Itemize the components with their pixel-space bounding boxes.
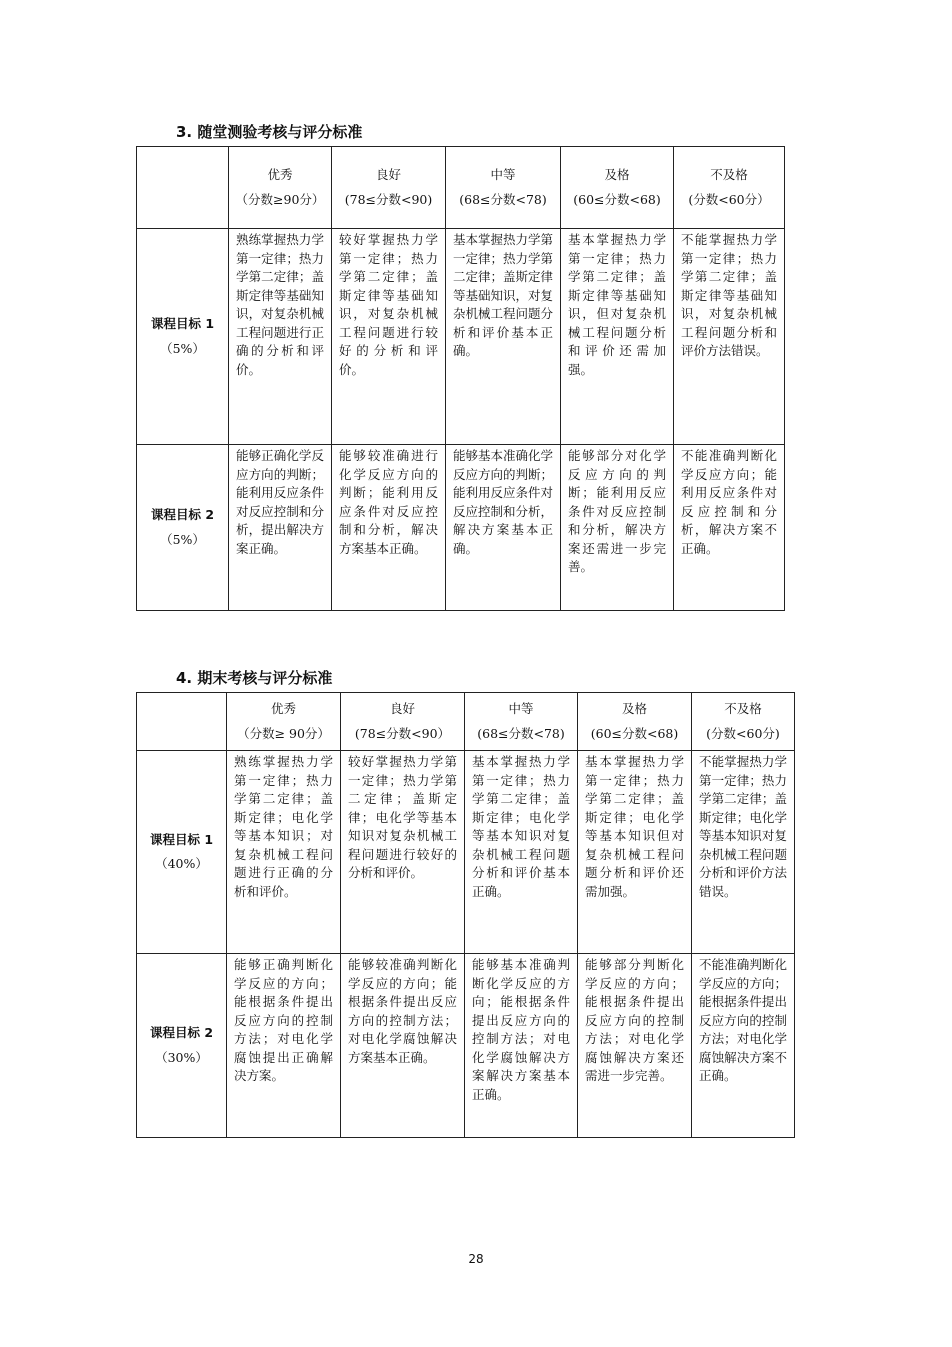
header-excellent: 优秀 （分数≥ 90分）: [227, 693, 341, 751]
header-medium: 中等 (68≤分数<78): [465, 693, 578, 751]
cell-fail: 不能掌握热力学第一定律；热力学第二定律；盖斯定律等基础知识，对复杂机械工程问题分析和评价方法错误。: [674, 229, 785, 445]
cell-excellent: 熟练掌握热力学第一定律；热力学第二定律；盖斯定律；电化学等基本知识；对复杂机械工程问题进行正确的分析和评价。: [227, 751, 341, 954]
row-header: 课程目标 1 （40%）: [137, 751, 227, 954]
row-header: 课程目标 2 （5%）: [137, 445, 229, 611]
table-row: [137, 445, 785, 611]
table-row: [137, 954, 795, 1138]
row-header: 课程目标 2 （30%）: [137, 954, 227, 1138]
cell-good: 较好掌握热力学第一定律；热力学第二定律；盖斯定律等基础知识，对复杂机械工程问题进行较好的分析和评价。: [332, 229, 446, 445]
cell-fail: 不能准确判断化学反应方向；能利用反应条件对反应控制和分析，解决方案不正确。: [674, 445, 785, 611]
section-4-title: 4. 期末考核与评分标准: [176, 669, 333, 687]
header-good: 良好 (78≤分数<90): [332, 147, 446, 229]
final-grading-table: [136, 692, 795, 1138]
cell-good: 能够较准确判断化学反应的方向；能根据条件提出反应方向的控制方法；对电化学腐蚀解决方案基本正确。: [341, 954, 465, 1138]
table-row: [137, 751, 795, 954]
cell-pass: 基本掌握热力学第一定律；热力学第二定律；盖斯定律；电化学等基本知识但对复杂机械工程问题分析和评价还需加强。: [578, 751, 692, 954]
cell-medium: 基本掌握热力学第一定律；热力学第二定律；盖斯定律等基础知识，对复杂机械工程问题分析和评价基本正确。: [446, 229, 561, 445]
header-fail: 不及格 (分数<60分): [692, 693, 795, 751]
cell-good: 能够较准确进行化学反应方向的判断；能利用反应条件对反应控制和分析，解决方案基本正确。: [332, 445, 446, 611]
corner-cell: [137, 147, 229, 229]
header-fail: 不及格 (分数<60分）: [674, 147, 785, 229]
quiz-grading-table: [136, 146, 785, 611]
cell-excellent: 能够正确判断化学反应的方向；能根据条件提出反应方向的控制方法；对电化学腐蚀提出正确解决方案。: [227, 954, 341, 1138]
corner-cell: [137, 693, 227, 751]
cell-medium: 能够基本准确判断化学反应的方向；能根据条件提出反应方向的控制方法；对电化学腐蚀解决方案解决方案基本正确。: [465, 954, 578, 1138]
cell-fail: 不能掌握热力学第一定律；热力学第二定律；盖斯定律；电化学等基本知识对复杂机械工程问题分析和评价方法错误。: [692, 751, 795, 954]
table-row: [137, 229, 785, 445]
cell-medium: 基本掌握热力学第一定律；热力学第二定律；盖斯定律；电化学等基本知识对复杂机械工程问题分析和评价基本正确。: [465, 751, 578, 954]
header-pass: 及格 (60≤分数<68): [561, 147, 674, 229]
header-excellent: 优秀 （分数≥90分）: [229, 147, 332, 229]
header-medium: 中等 (68≤分数<78): [446, 147, 561, 229]
cell-fail: 不能准确判断化学反应的方向；能根据条件提出反应方向的控制方法；对电化学腐蚀解决方案不正确。: [692, 954, 795, 1138]
cell-excellent: 熟练掌握热力学第一定律；热力学第二定律；盖斯定律等基础知识，对复杂机械工程问题进行正确的分析和评价。: [229, 229, 332, 445]
header-pass: 及格 (60≤分数<68): [578, 693, 692, 751]
cell-pass: 基本掌握热力学第一定律；热力学第二定律；盖斯定律等基础知识，但对复杂机械工程问题分析和评价还需加强。: [561, 229, 674, 445]
header-row: [137, 693, 795, 751]
cell-excellent: 能够正确化学反应方向的判断；能利用反应条件对反应控制和分析，提出解决方案正确。: [229, 445, 332, 611]
header-good: 良好 (78≤分数<90）: [341, 693, 465, 751]
cell-pass: 能够部分对化学反应方向的判断；能利用反应条件对反应控制和分析，解决方案还需进一步完善。: [561, 445, 674, 611]
header-row: [137, 147, 785, 229]
cell-pass: 能够部分判断化学反应的方向；能根据条件提出反应方向的控制方法；对电化学腐蚀解决方案还需进一步完善。: [578, 954, 692, 1138]
section-3-title: 3. 随堂测验考核与评分标准: [176, 123, 363, 141]
cell-medium: 能够基本准确化学反应方向的判断；能利用反应条件对反应控制和分析，解决方案基本正确。: [446, 445, 561, 611]
cell-good: 较好掌握热力学第一定律；热力学第二定律；盖斯定律；电化学等基本知识对复杂机械工程问题进行较好的分析和评价。: [341, 751, 465, 954]
page-number: 28: [468, 1252, 484, 1266]
row-header: 课程目标 1 （5%）: [137, 229, 229, 445]
